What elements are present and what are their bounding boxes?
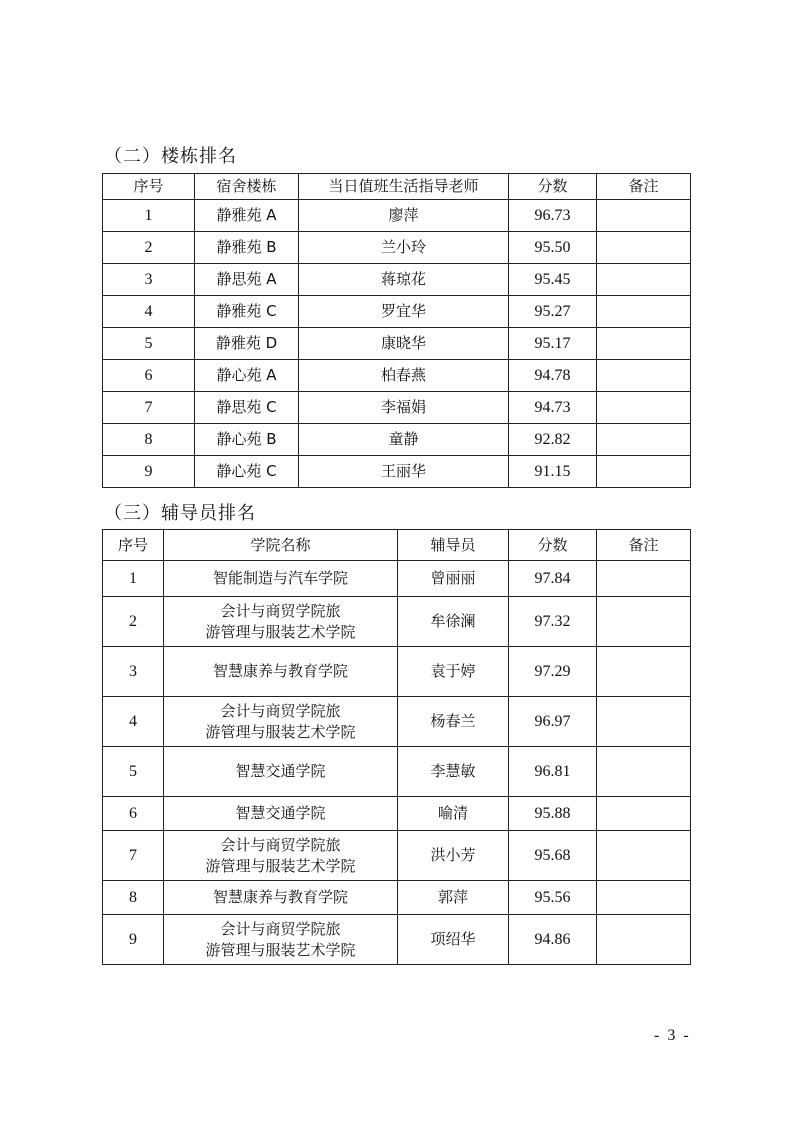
- page-number: - 3 -: [654, 1027, 691, 1044]
- cell-counselor: 郭萍: [398, 881, 509, 915]
- cell-score: 95.88: [509, 797, 597, 831]
- table-row: [103, 232, 691, 264]
- section2-heading: （二）楼栋排名: [104, 146, 237, 167]
- cell-remark: [597, 328, 691, 360]
- cell-remark: [597, 360, 691, 392]
- cell-teacher: 童静: [299, 424, 509, 456]
- cell-index: 7: [103, 831, 164, 881]
- table-row: [103, 797, 691, 831]
- header-remark: 备注: [597, 174, 691, 200]
- cell-teacher: 柏春燕: [299, 360, 509, 392]
- table-row: [103, 200, 691, 232]
- cell-teacher: 李福娟: [299, 392, 509, 424]
- cell-counselor: 洪小芳: [398, 831, 509, 881]
- table-row: [103, 296, 691, 328]
- cell-teacher: 王丽华: [299, 456, 509, 488]
- cell-index: 4: [103, 697, 164, 747]
- cell-score: 97.29: [509, 647, 597, 697]
- cell-index: 4: [103, 296, 195, 328]
- table-row: [103, 328, 691, 360]
- header-index: 序号: [103, 174, 195, 200]
- cell-college: 智能制造与汽车学院: [164, 561, 398, 597]
- cell-building: 静雅苑 D: [195, 328, 299, 360]
- cell-score: 91.15: [509, 456, 597, 488]
- header-score: 分数: [509, 530, 597, 561]
- cell-building: 静雅苑 B: [195, 232, 299, 264]
- cell-counselor: 项绍华: [398, 915, 509, 965]
- cell-score: 96.81: [509, 747, 597, 797]
- cell-score: 94.86: [509, 915, 597, 965]
- header-college: 学院名称: [164, 530, 398, 561]
- table-row: [103, 647, 691, 697]
- table-header-row: [103, 174, 691, 200]
- cell-college: 会计与商贸学院旅 游管理与服装艺术学院: [164, 597, 398, 647]
- cell-score: 95.45: [509, 264, 597, 296]
- cell-index: 1: [103, 200, 195, 232]
- cell-college: 会计与商贸学院旅 游管理与服装艺术学院: [164, 915, 398, 965]
- cell-index: 3: [103, 264, 195, 296]
- table-row: [103, 831, 691, 881]
- cell-index: 6: [103, 360, 195, 392]
- cell-index: 5: [103, 747, 164, 797]
- cell-remark: [597, 561, 691, 597]
- table-row: [103, 881, 691, 915]
- cell-remark: [597, 647, 691, 697]
- cell-building: 静心苑 A: [195, 360, 299, 392]
- cell-college: 会计与商贸学院旅 游管理与服装艺术学院: [164, 697, 398, 747]
- cell-college: 智慧康养与教育学院: [164, 881, 398, 915]
- cell-building: 静心苑 B: [195, 424, 299, 456]
- table-row: [103, 915, 691, 965]
- cell-index: 6: [103, 797, 164, 831]
- cell-index: 7: [103, 392, 195, 424]
- cell-counselor: 李慧敏: [398, 747, 509, 797]
- table-header-row: [103, 530, 691, 561]
- cell-score: 97.84: [509, 561, 597, 597]
- table-row: [103, 456, 691, 488]
- table-row: [103, 747, 691, 797]
- cell-remark: [597, 697, 691, 747]
- table-row: [103, 424, 691, 456]
- cell-score: 94.78: [509, 360, 597, 392]
- table-row: [103, 360, 691, 392]
- table-row: [103, 597, 691, 647]
- cell-remark: [597, 392, 691, 424]
- cell-index: 1: [103, 561, 164, 597]
- cell-teacher: 罗宜华: [299, 296, 509, 328]
- cell-score: 95.17: [509, 328, 597, 360]
- cell-index: 5: [103, 328, 195, 360]
- cell-remark: [597, 881, 691, 915]
- table-row: [103, 392, 691, 424]
- header-teacher: 当日值班生活指导老师: [299, 174, 509, 200]
- cell-remark: [597, 264, 691, 296]
- cell-building: 静思苑 A: [195, 264, 299, 296]
- table-row: [103, 561, 691, 597]
- cell-college: 智慧交通学院: [164, 747, 398, 797]
- cell-index: 9: [103, 915, 164, 965]
- cell-score: 92.82: [509, 424, 597, 456]
- cell-score: 95.27: [509, 296, 597, 328]
- cell-remark: [597, 456, 691, 488]
- cell-counselor: 杨春兰: [398, 697, 509, 747]
- cell-building: 静雅苑 C: [195, 296, 299, 328]
- header-remark: 备注: [597, 530, 691, 561]
- header-score: 分数: [509, 174, 597, 200]
- cell-college: 智慧康养与教育学院: [164, 647, 398, 697]
- cell-building: 静思苑 C: [195, 392, 299, 424]
- cell-remark: [597, 296, 691, 328]
- header-counselor: 辅导员: [398, 530, 509, 561]
- cell-remark: [597, 915, 691, 965]
- header-index: 序号: [103, 530, 164, 561]
- cell-counselor: 曾丽丽: [398, 561, 509, 597]
- cell-remark: [597, 597, 691, 647]
- table-row: [103, 264, 691, 296]
- cell-teacher: 兰小玲: [299, 232, 509, 264]
- cell-remark: [597, 232, 691, 264]
- building-ranking-table: [102, 173, 691, 488]
- cell-index: 8: [103, 881, 164, 915]
- cell-counselor: 牟徐澜: [398, 597, 509, 647]
- cell-college: 会计与商贸学院旅 游管理与服装艺术学院: [164, 831, 398, 881]
- cell-index: 2: [103, 232, 195, 264]
- cell-score: 95.50: [509, 232, 597, 264]
- cell-remark: [597, 747, 691, 797]
- cell-score: 97.32: [509, 597, 597, 647]
- cell-index: 9: [103, 456, 195, 488]
- cell-score: 95.68: [509, 831, 597, 881]
- cell-teacher: 康晓华: [299, 328, 509, 360]
- cell-score: 96.73: [509, 200, 597, 232]
- cell-counselor: 袁于婷: [398, 647, 509, 697]
- table-row: [103, 697, 691, 747]
- cell-college: 智慧交通学院: [164, 797, 398, 831]
- counselor-ranking-table: [102, 529, 691, 965]
- cell-index: 2: [103, 597, 164, 647]
- cell-index: 8: [103, 424, 195, 456]
- cell-remark: [597, 200, 691, 232]
- cell-teacher: 廖萍: [299, 200, 509, 232]
- cell-counselor: 喻清: [398, 797, 509, 831]
- cell-teacher: 蒋琼花: [299, 264, 509, 296]
- cell-building: 静雅苑 A: [195, 200, 299, 232]
- cell-index: 3: [103, 647, 164, 697]
- cell-building: 静心苑 C: [195, 456, 299, 488]
- cell-remark: [597, 831, 691, 881]
- header-building: 宿舍楼栋: [195, 174, 299, 200]
- cell-score: 95.56: [509, 881, 597, 915]
- cell-remark: [597, 424, 691, 456]
- cell-remark: [597, 797, 691, 831]
- section3-heading: （三）辅导员排名: [104, 503, 256, 524]
- cell-score: 96.97: [509, 697, 597, 747]
- cell-score: 94.73: [509, 392, 597, 424]
